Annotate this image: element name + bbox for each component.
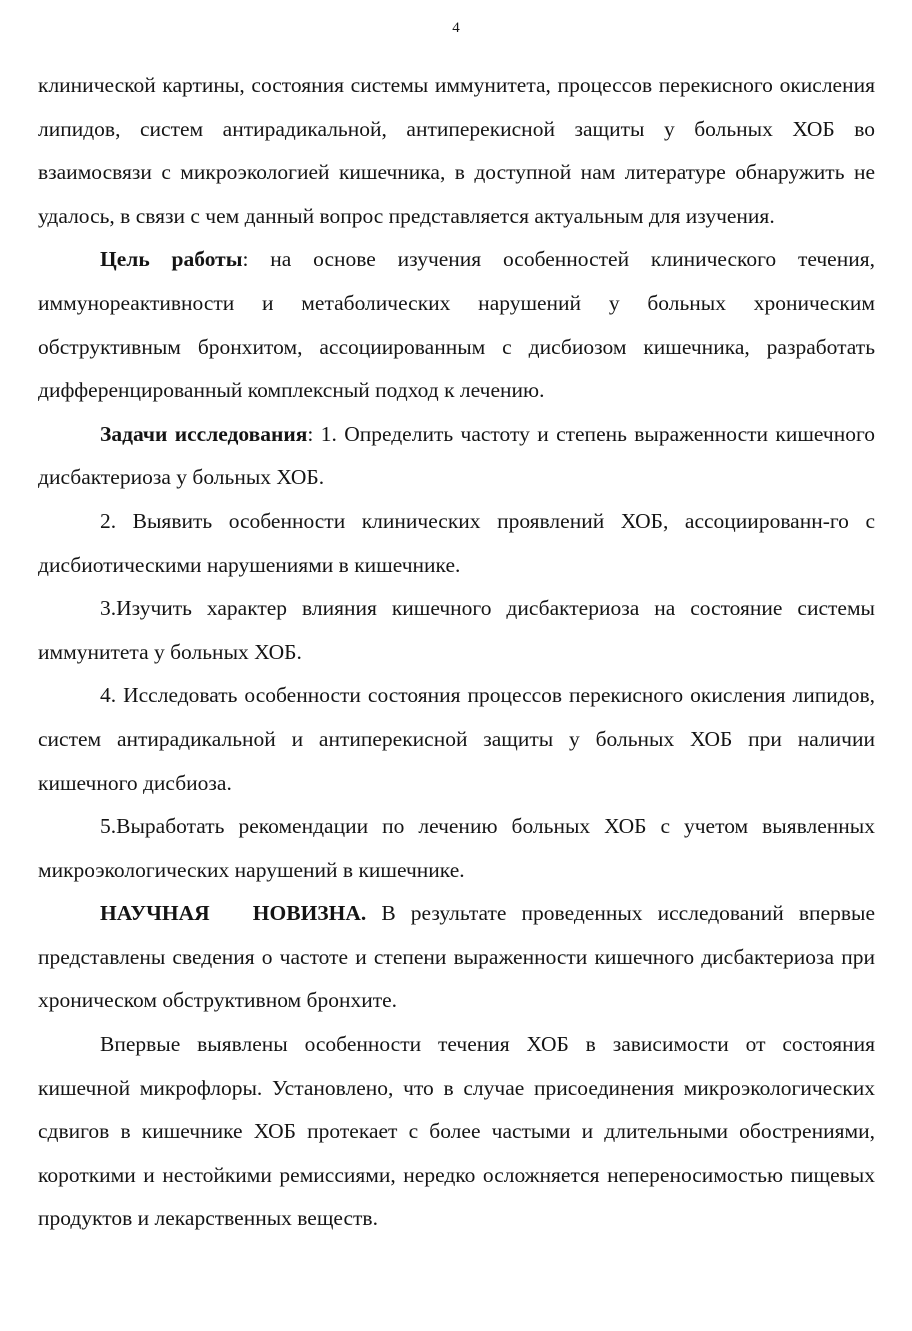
aim-text: : на основе изучения особенностей клинического течения, иммунореактивности и метаболических нарушений у больных хроническим обструктивным бронхитом, ассоциированным с дисбиозом кишечника, разработать дифференцированный комплексный подход к лечению. (38, 247, 876, 403)
paragraph-task-3: 3.Изучить характер влияния кишечного дисбактериоза на состояние системы иммунитета у больных ХОБ. (38, 596, 875, 664)
paragraph-findings: Впервые выявлены особенности течения ХОБ в зависимости от состояния кишечной микрофлоры. Установлено, что в случае присоединения микроэкологических сдвигов в кишечнике ХОБ протекает с более частыми и длительными обострениями, короткими и нестойкими ремиссиями, нередко осложняется непереносимостью пищевых продуктов и лекарственных веществ. (38, 1032, 875, 1231)
tasks-text: : 1. Определить частоту и степень выраженности кишечного дисбактериоза у больных ХОБ. (38, 421, 875, 490)
body-text (38, 64, 875, 1241)
paragraph-task-5: 5.Выработать рекомендации по лечению больных ХОБ с учетом выявленных микроэкологических нарушений в кишечнике. (38, 814, 875, 882)
paragraph-intro-continuation: клинической картины, состояния системы иммунитета, процессов перекисного окисления липидов, систем антирадикальной, антиперекисной защиты у больных ХОБ во взаимосвязи с микроэкологией кишечника, в доступной нам литературе обнаружить не удалось, в связи с чем данный вопрос представляется актуальным для изучения. (38, 73, 875, 228)
novelty-label: НАУЧНАЯ НОВИЗНА. (100, 901, 367, 926)
paragraph-aim (38, 238, 875, 412)
paragraph-tasks (38, 413, 875, 500)
tasks-label: Задачи исследования (100, 421, 308, 446)
novelty-text: В результате проведенных исследований впервые представлены сведения о частоте и степени выраженности кишечного дисбактериоза при хроническом обструктивном бронхите. (38, 901, 875, 1013)
aim-label: Цель работы (100, 247, 243, 272)
paragraph-task-2: 2. Выявить особенности клинических проявлений ХОБ, ассоциированн-го с дисбиотическими нарушениями в кишечнике. (38, 508, 875, 577)
page-number: 4 (452, 20, 460, 36)
paragraph-novelty (38, 892, 875, 1023)
paragraph-task-4: 4. Исследовать особенности состояния процессов перекисного окисления липидов, систем антирадикальной и антиперекисной защиты у больных ХОБ при наличии кишечного дисбиоза. (38, 683, 875, 795)
